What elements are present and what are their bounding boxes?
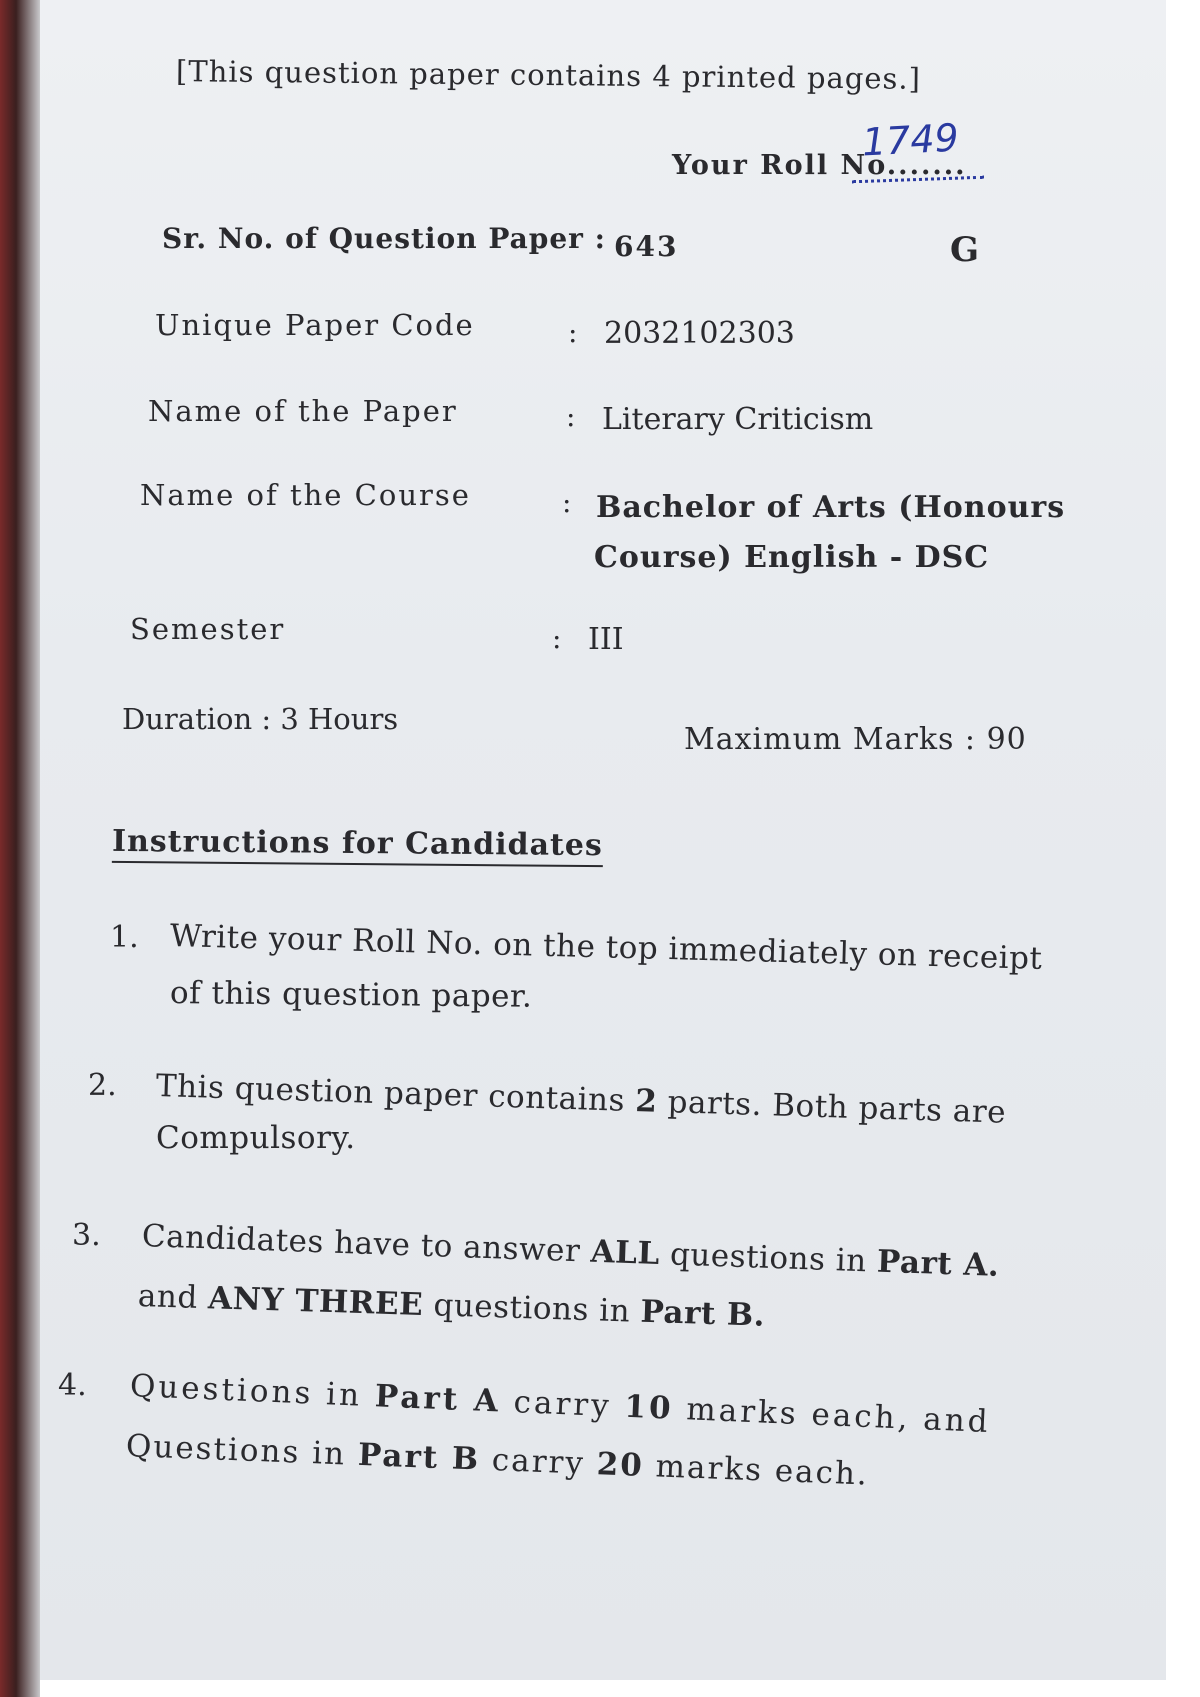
- course-name-colon: :: [562, 486, 572, 519]
- instruction-4-line-1: Questions in Part A carry 10 marks each, and: [129, 1368, 992, 1441]
- serial-number-label: Sr. No. of Question Paper :: [162, 222, 606, 255]
- maximum-marks: Maximum Marks : 90: [684, 722, 1027, 757]
- course-name-label: Name of the Course: [140, 478, 471, 512]
- instruction-number: 4.: [58, 1368, 87, 1403]
- semester-label: Semester: [130, 612, 286, 646]
- instruction-4-line-2: Questions in Part B carry 20 marks each.: [125, 1428, 870, 1493]
- instruction-number: 3.: [72, 1218, 101, 1253]
- instruction-2-line-1: This question paper contains 2 parts. Both parts are: [155, 1068, 1007, 1131]
- paper-code-label: Unique Paper Code: [155, 308, 475, 342]
- roll-number-handwritten: 1749: [860, 115, 960, 165]
- instruction-number: 2.: [88, 1068, 117, 1103]
- page-edge-left: [0, 0, 40, 1697]
- paper-code-colon: :: [568, 316, 578, 349]
- page-count-note: [This question paper contains 4 printed pages.]: [175, 54, 922, 96]
- roll-number-label: Your Roll No.......: [672, 150, 967, 181]
- paper-code-value: 2032102303: [604, 316, 795, 351]
- instruction-2-line-2: Compulsory.: [156, 1120, 356, 1156]
- instruction-1-line-1: Write your Roll No. on the top immediately on receipt: [169, 918, 1043, 977]
- instruction-1-line-2: of this question paper.: [169, 975, 533, 1015]
- course-name-line-2: Course) English - DSC: [594, 540, 990, 575]
- duration: Duration : 3 Hours: [122, 702, 399, 736]
- serial-number-value: 643: [614, 230, 679, 263]
- instruction-number: 1.: [110, 920, 139, 955]
- instructions-heading: Instructions for Candidates: [112, 824, 603, 867]
- semester-value: III: [588, 622, 624, 657]
- instruction-3-line-2: and ANY THREE questions in Part B.: [137, 1278, 766, 1334]
- paper-name-value: Literary Criticism: [602, 402, 874, 437]
- course-name-line-1: Bachelor of Arts (Honours: [596, 490, 1066, 525]
- paper-name-colon: :: [566, 400, 576, 433]
- page-edge-right: [1166, 0, 1200, 1697]
- paper-name-label: Name of the Paper: [148, 394, 458, 428]
- instruction-3-line-1: Candidates have to answer ALL questions in Part A.: [141, 1218, 1000, 1284]
- question-paper-sheet: [40, 0, 1166, 1680]
- semester-colon: :: [552, 622, 562, 655]
- paper-set-letter: G: [950, 230, 980, 270]
